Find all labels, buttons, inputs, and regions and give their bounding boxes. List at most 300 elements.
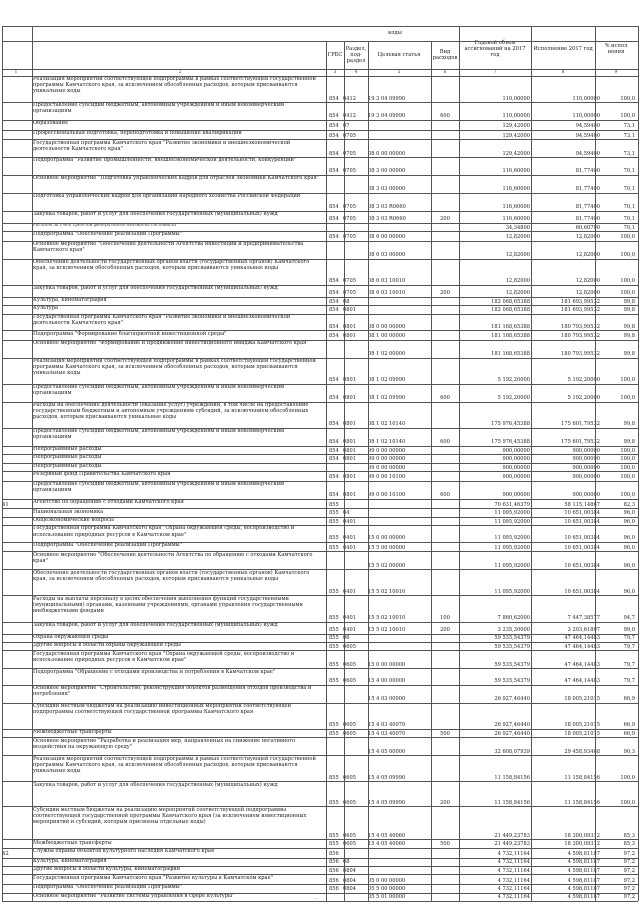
header-plan: Годовой объем ассигнований на 2017 год — [464, 40, 526, 58]
section-code: 0804 — [343, 867, 356, 874]
table-row — [0, 446, 640, 454]
expense-type — [432, 96, 458, 102]
grbs-code: 854 — [329, 474, 339, 481]
grbs-code: 856 — [329, 851, 339, 857]
row-index — [2, 775, 32, 781]
table-row — [0, 211, 640, 223]
row-index — [2, 662, 32, 668]
execution-percent: 96,0 — [623, 535, 635, 542]
row-index — [2, 492, 32, 498]
fact-amount: 3 203,61807 — [567, 627, 600, 634]
table-row — [0, 642, 640, 650]
grbs-code: 854 — [329, 323, 339, 330]
expense-type — [432, 421, 458, 427]
grbs-code: 854 — [329, 456, 339, 463]
row-index — [2, 519, 32, 525]
plan-amount: 32 608,07939 — [494, 748, 530, 755]
execution-percent: 100,0 — [620, 278, 635, 285]
target-article — [368, 133, 430, 139]
grbs-code: 855 — [329, 832, 339, 839]
row-index — [2, 894, 32, 900]
plan-amount: 11 095,92000 — [494, 544, 530, 551]
expense-type — [432, 133, 458, 139]
fact-amount: 47 464,14483 — [564, 643, 600, 650]
plan-amount: 129,42000 — [502, 123, 530, 130]
plan-amount: 116,60000 — [502, 186, 530, 193]
grbs-code: 854 — [329, 113, 339, 120]
grbs-code — [329, 696, 343, 702]
row-name: Реализация мероприятий соответствующей подпрограммы в рамках соответствующей государственной программы Камчатского края, за исключением обособленных расходов, которым присваиваются уникальные коды — [33, 76, 316, 95]
fact-amount: 5 192,20000 — [567, 377, 600, 384]
grbs-code: 855 — [329, 501, 339, 508]
row-index — [2, 731, 32, 737]
section-code: 0401 — [343, 588, 356, 595]
section-code: 0401 — [343, 518, 356, 525]
header-fact: Исполнение 2017 год — [533, 46, 593, 52]
target-article: 99 0 00 00000 — [368, 464, 406, 471]
row-name: Субсидии местным бюджетам на реализацию мероприятий соответствующей подпрограммы соответствующей государственной программы Камчатского края (за исключением инвестиционных мероприятий и субсидий, которым присвоены отдельные коды) — [33, 806, 307, 825]
section-code: 07 — [343, 123, 350, 130]
row-name: Охрана окружающей среды — [33, 633, 109, 640]
expense-type — [432, 502, 458, 508]
target-article: 08 0 00 00000 — [368, 323, 406, 330]
section-code: 0605 — [343, 661, 356, 668]
plan-amount: 181 168,65388 — [491, 333, 530, 340]
table-row — [0, 130, 640, 140]
fact-amount: 47 464,14483 — [564, 635, 600, 642]
plan-amount: 5 192,20000 — [497, 395, 530, 402]
plan-amount: 181 168,65388 — [491, 323, 530, 330]
section-code: 0801 — [343, 474, 356, 481]
table-row — [0, 402, 640, 428]
row-index — [2, 510, 32, 516]
target-article: 08 6 03 10010 — [368, 278, 406, 285]
target-article: 15 0 00 00000 — [368, 661, 406, 668]
expense-type — [432, 545, 458, 551]
row-index — [2, 456, 32, 462]
target-article: 15 5 02 10010 — [368, 615, 406, 622]
row-index — [2, 615, 32, 621]
execution-percent: 100,0 — [620, 774, 635, 781]
column-number: 8 — [561, 69, 565, 75]
grbs-code: 854 — [329, 204, 339, 211]
execution-percent: 79,7 — [623, 678, 635, 685]
execution-percent: 66,9 — [623, 722, 635, 729]
fact-amount: 47 464,14483 — [564, 661, 600, 668]
row-name: Субсидии местным бюджетам на реализацию инвестиционных мероприятий соответствующей подпрограммы соответствующей государственной программы Камчатского края — [33, 703, 291, 716]
execution-percent: 100,0 — [620, 395, 635, 402]
grbs-code: 855 — [329, 588, 339, 595]
expense-type: 200 — [440, 799, 450, 806]
table-row — [0, 175, 640, 193]
fact-amount: 180 793,99532 — [561, 351, 600, 358]
table-row — [0, 595, 640, 621]
target-article: 99 0 00 10100 — [368, 474, 406, 481]
execution-percent: 99,8 — [623, 439, 635, 446]
row-name: Предоставление субсидий бюджетным, автономным учреждениям и иным некоммерческим организациям — [33, 384, 285, 397]
fact-amount: 10 651,00384 — [564, 544, 600, 551]
header-cs: Целевая статья — [377, 52, 421, 58]
expense-type: 600 — [440, 395, 450, 402]
row-index — [2, 299, 32, 305]
section-code: 0605 — [343, 799, 356, 806]
fact-amount: 47 464,14483 — [564, 678, 600, 685]
row-name: Расходы на обеспечение деятельности (оказание услуг) учреждений, в том числе на предоставление государственным бюджетным и автономным учреждениям субсидий, за исключением обособленных расходов, которым присваиваются уникальные коды — [33, 402, 309, 421]
plan-amount: 116,60000 — [502, 168, 530, 175]
grbs-code — [329, 351, 343, 357]
table-row — [0, 781, 640, 806]
plan-amount: 900,00000 — [502, 474, 530, 481]
row-name: Непрограммные расходы — [33, 462, 102, 469]
expense-type — [432, 186, 458, 192]
expense-type — [432, 894, 458, 900]
grbs-code: 855 — [329, 535, 339, 542]
row-index — [2, 563, 32, 569]
expense-type — [432, 324, 458, 330]
table-row — [0, 893, 640, 901]
row-index — [2, 333, 32, 339]
fact-amount: 81,77400 — [575, 216, 600, 223]
expense-type: 200 — [440, 290, 450, 297]
row-index — [2, 351, 32, 357]
section-code — [343, 696, 369, 702]
plan-amount: 11 095,92000 — [494, 535, 530, 542]
grbs-code: 856 — [329, 859, 339, 866]
target-article — [368, 510, 430, 516]
section-code: 06 — [343, 635, 350, 642]
execution-percent: 99,8 — [623, 421, 635, 428]
row-name: Реализация мероприятий соответствующей подпрограммы в рамках соответствующей государственной программы Камчатского края, за исключением обособленных расходов, которым присваиваются уникальные коды — [33, 358, 316, 377]
section-code — [343, 851, 369, 857]
table-row — [0, 358, 640, 384]
row-name: Подпрограмма "Обеспечение реализации Программы" — [33, 884, 183, 891]
plan-amount: 5 192,20000 — [497, 377, 530, 384]
row-index — [2, 833, 32, 839]
row-name: Непрограммные расходы — [33, 454, 102, 461]
fact-amount: 180 793,99532 — [561, 323, 600, 330]
execution-percent: 100,0 — [620, 252, 635, 259]
grbs-code: 855 — [329, 627, 339, 634]
expense-type — [432, 878, 458, 884]
row-name: Расходы на выплаты персоналу в целях обеспечения выполнения функций государственными (муниципальными) органами, казенными учреждениями, органами управления государственными внебюджетными фондами — [33, 595, 303, 614]
grbs-code: 855 — [329, 799, 339, 806]
row-name: Национальная экономика — [33, 508, 104, 515]
section-code — [343, 465, 369, 471]
row-index — [2, 204, 32, 210]
execution-percent: 97,2 — [623, 867, 635, 874]
table-row — [0, 330, 640, 340]
plan-amount: 59 535,54379 — [494, 661, 530, 668]
grbs-code: 854 — [329, 216, 339, 223]
header-vr: Вид расходов — [432, 49, 458, 61]
grbs-code: 854 — [329, 439, 339, 446]
row-name: Служба охраны объектов культурного наследия Камчатского края — [33, 848, 215, 855]
target-article: 08 1 02 10140 — [368, 439, 406, 446]
grbs-code: 855 — [329, 510, 339, 517]
column-number: 4 — [354, 69, 358, 75]
table-row — [0, 884, 640, 892]
plan-amount: 11 095,92000 — [494, 562, 530, 569]
table-row — [0, 685, 640, 703]
plan-amount: 11 158,84156 — [494, 774, 530, 781]
row-index — [2, 696, 32, 702]
plan-amount: 7 860,62000 — [497, 615, 530, 622]
plan-amount: 110,00000 — [502, 95, 530, 102]
table-row — [0, 729, 640, 737]
grbs-code: 855 — [329, 678, 339, 685]
section-code: 0605 — [343, 730, 356, 737]
execution-percent: 100,0 — [620, 290, 635, 297]
row-name: Закупка товаров, работ и услуг для обеспечения государственных (муниципальных) нужд — [33, 781, 278, 788]
execution-percent: 79,7 — [623, 661, 635, 668]
target-article: 19 3 04 09990 — [368, 113, 406, 120]
fact-amount: 12,82000 — [575, 290, 600, 297]
section-code: 0605 — [343, 774, 356, 781]
execution-percent: 70,1 — [623, 168, 635, 175]
grbs-code: 854 — [329, 290, 339, 297]
target-article: 15 4 03 40070 — [368, 722, 406, 729]
row-index — [2, 278, 32, 284]
fact-amount: 4 598,81187 — [567, 894, 600, 901]
row-name: Основное мероприятие "Формирование и продвижение инвестиционного имиджа Камчатского края" — [33, 340, 309, 347]
row-name: Другие вопросы в области культуры, кинематографии — [33, 866, 181, 873]
plan-amount: 4 732,11164 — [497, 851, 530, 857]
grbs-code: 855 — [329, 635, 339, 642]
plan-amount: 21 449,23783 — [494, 841, 530, 848]
plan-amount: 12,82000 — [505, 252, 530, 259]
grbs-code: 854 — [329, 298, 339, 305]
row-name: Основное мероприятие "Строительство, реконструкция объектов размещения отходов производства и потребления" — [33, 685, 312, 698]
plan-amount: 3 235,30000 — [497, 627, 530, 634]
expense-type — [432, 510, 458, 516]
section-code — [343, 502, 369, 508]
expense-type — [432, 749, 458, 755]
target-article: 08 1 00 00000 — [368, 333, 406, 340]
row-name: Государственная программа Камчатского края "Развитие экономики и внешнеэкономической деятельности Камчатского края" — [33, 139, 291, 152]
column-number: 7 — [493, 69, 497, 75]
row-index — [2, 644, 32, 650]
execution-percent: 100,0 — [620, 234, 635, 241]
execution-percent: 79,7 — [623, 635, 635, 642]
expense-type — [432, 833, 458, 839]
expense-type — [432, 535, 458, 541]
row-name: Культура, кинематография — [33, 297, 107, 303]
column-number: 3 — [333, 69, 337, 75]
target-article: 15 5 02 10010 — [368, 627, 406, 634]
grbs-code: 855 — [329, 841, 339, 848]
grbs-code: 854 — [329, 234, 339, 241]
row-name: Обеспечение деятельности государственных органов власти (государственных органов) Камчатского края, за исключением обособленных расходов, которым присваиваются уникальные коды — [33, 569, 310, 582]
grbs-code: 854 — [329, 447, 339, 454]
section-code: 0705 — [343, 204, 356, 211]
section-code: 0705 — [343, 234, 356, 241]
fact-amount: 11 158,84156 — [564, 799, 600, 806]
plan-amount: 4 732,11164 — [497, 867, 530, 874]
expense-type — [432, 168, 458, 174]
expense-type: 200 — [440, 216, 450, 223]
execution-percent: 100,0 — [620, 447, 635, 454]
expense-type — [432, 851, 458, 857]
row-index — [2, 307, 32, 313]
expense-type — [432, 204, 458, 210]
row-index — [2, 859, 32, 865]
row-name: Культура — [33, 305, 59, 312]
expense-type — [432, 678, 458, 684]
plan-amount: 129,42000 — [502, 132, 530, 139]
row-name: Подпрограмма "Обращение с отходами производства и потребления в Камчатском крае" — [33, 668, 276, 675]
plan-amount: 4 732,11164 — [497, 894, 530, 901]
target-article — [368, 635, 430, 641]
row-name: Закупка товаров, работ и услуг для обеспечения государственных (муниципальных) нужд — [33, 621, 278, 628]
expense-type: 600 — [440, 439, 450, 446]
row-name: Государственная программа Камчатского края "Развитие экономики и внешнеэкономической деятельности Камчатского края" — [33, 313, 291, 327]
section-code: 0412 — [343, 113, 356, 120]
row-index — [2, 868, 32, 874]
row-name: Подготовка управленческих кадров для организаций народного хозяйства Российской Федерации — [33, 193, 301, 200]
fact-amount: 12,82000 — [575, 252, 600, 259]
target-article: 08 0 00 00000 — [368, 150, 406, 157]
row-name: Расходы за счет средств федерального бюджета составили — [33, 222, 177, 228]
section-code: 0605 — [343, 832, 356, 839]
execution-percent: 94,7 — [623, 615, 635, 622]
row-name: Обеспечение деятельности государственных органов власти (государственных органов) Камчатского края, за исключением обособленных расходов, которым присваиваются уникальные коды — [33, 258, 310, 272]
expense-type — [432, 377, 458, 383]
target-article: 15 4 00 00000 — [368, 678, 406, 685]
row-index — [2, 377, 32, 383]
target-article: 05 0 00 00000 — [368, 877, 406, 884]
plan-amount: 4 732,11164 — [497, 859, 530, 866]
fact-amount: 900,00000 — [572, 474, 600, 481]
section-code: 0705 — [343, 132, 356, 139]
target-article: 05 5 01 00000 — [368, 894, 406, 901]
expense-type — [432, 456, 458, 462]
target-article — [368, 851, 430, 857]
row-index: 41 — [2, 501, 9, 508]
fact-amount: 4 598,81187 — [567, 886, 600, 893]
target-article — [368, 307, 430, 313]
table-row — [0, 650, 640, 668]
plan-amount: 59 535,54379 — [494, 643, 530, 650]
section-code: 08 — [343, 298, 350, 305]
plan-amount: 4 732,11164 — [497, 886, 530, 893]
table-row — [0, 848, 640, 858]
row-index — [2, 841, 32, 847]
expense-type: 600 — [440, 113, 450, 120]
row-index — [2, 168, 32, 174]
row-index — [2, 465, 32, 471]
fact-amount: 60,60700 — [575, 224, 600, 231]
fact-amount: 58 115,14867 — [564, 501, 600, 508]
row-name: Межбюджетные трансферты — [33, 839, 112, 846]
plan-amount: 182 068,65388 — [491, 307, 530, 314]
plan-amount: 900,00000 — [502, 447, 530, 454]
expense-type — [432, 644, 458, 650]
row-index — [2, 878, 32, 884]
target-article: 08 3 00 00000 — [368, 168, 406, 175]
row-name: Образование — [33, 120, 69, 127]
expense-type — [432, 234, 458, 240]
row-index — [2, 627, 32, 633]
table-row — [0, 874, 640, 884]
target-article: 08 3 03 00000 — [368, 186, 406, 193]
table-row — [0, 120, 640, 130]
row-index — [2, 886, 32, 892]
execution-percent: 70,1 — [623, 204, 635, 211]
target-article — [368, 519, 430, 525]
row-name: Подпрограмма "Развитие промышленности, внешнеэкономической деятельности, конкуренции" — [33, 157, 297, 164]
target-article — [368, 502, 430, 508]
target-article: 99 0 00 00000 — [368, 447, 406, 454]
execution-percent: 99,8 — [623, 307, 635, 314]
expense-type — [432, 278, 458, 284]
plan-amount: 11 095,92000 — [494, 518, 530, 525]
section-code: 0605 — [343, 722, 356, 729]
expense-type — [432, 252, 458, 258]
grbs-code: 856 — [329, 867, 339, 874]
fact-amount: 12,82000 — [575, 278, 600, 285]
section-code: 0801 — [343, 447, 356, 454]
execution-percent: 96,0 — [623, 562, 635, 569]
execution-percent: 99,8 — [623, 323, 635, 330]
section-code — [343, 749, 369, 755]
grbs-code: 854 — [329, 132, 339, 139]
table-row — [0, 314, 640, 331]
row-name: Межбюджетные трансферты — [33, 729, 112, 736]
grbs-code: 854 — [329, 123, 339, 130]
fact-amount: 18 300,09312 — [564, 841, 600, 848]
target-article — [368, 644, 430, 650]
row-name: Основное мероприятие "Разработка и реализация мер, направленных на снижение негативного воздействия на окружающую среду" — [33, 737, 296, 750]
target-article: 15 4 05 40060 — [368, 832, 406, 839]
section-code: 0801 — [343, 307, 356, 314]
row-index — [2, 395, 32, 401]
row-index — [2, 421, 32, 427]
row-index — [2, 589, 32, 595]
fact-amount: 181 693,99532 — [561, 307, 600, 314]
section-code: 0705 — [343, 278, 356, 285]
grbs-code: 855 — [329, 722, 339, 729]
table-row — [0, 481, 640, 499]
row-index — [2, 133, 32, 139]
grbs-code: 855 — [329, 774, 339, 781]
table-row — [0, 305, 640, 313]
target-article: 15 4 05 09990 — [368, 774, 406, 781]
execution-percent: 97,2 — [623, 859, 635, 866]
section-code: 0801 — [343, 395, 356, 402]
fact-amount: 94,59400 — [575, 150, 600, 157]
execution-percent: 99,8 — [623, 298, 635, 305]
section-code: 0605 — [343, 678, 356, 685]
row-index — [2, 635, 32, 641]
expense-type — [432, 563, 458, 569]
row-name: Основное мероприятие "Подготовка управленческих кадров для отраслей экономики Камчатского края" — [33, 175, 320, 182]
row-name: Непрограммные расходы — [33, 446, 102, 453]
target-article: 15 4 05 40060 — [368, 841, 406, 848]
execution-percent: 97,2 — [623, 877, 635, 884]
plan-amount: 11 095,92000 — [494, 510, 530, 517]
expense-type — [432, 448, 458, 454]
section-code: 0801 — [343, 377, 356, 384]
expense-type: 100 — [440, 615, 450, 622]
section-code — [343, 186, 369, 192]
expense-type — [432, 662, 458, 668]
expense-type — [432, 299, 458, 305]
expense-type — [432, 722, 458, 728]
target-article — [368, 123, 430, 129]
target-article: 08 1 02 00000 — [368, 351, 406, 358]
section-code: 0804 — [343, 886, 356, 893]
table-row — [0, 384, 640, 402]
